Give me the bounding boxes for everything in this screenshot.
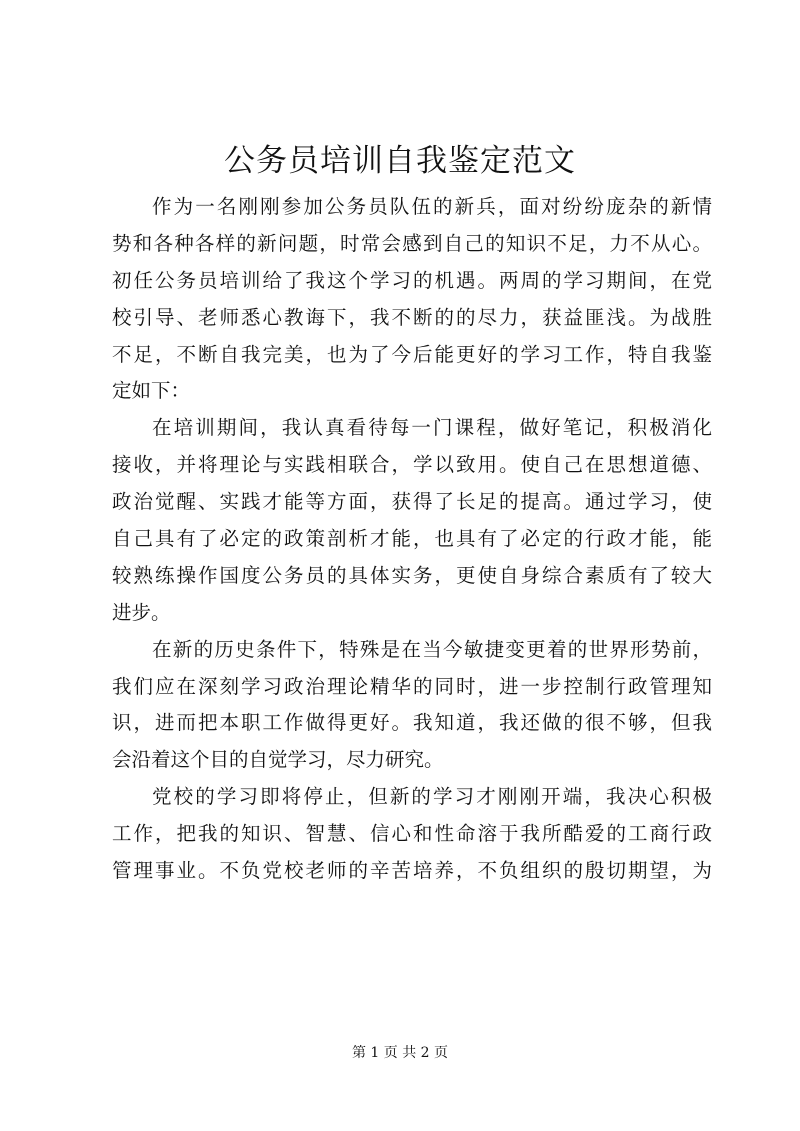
paragraph-line: 初任公务员培训给了我这个学习的机遇。两周的学习期间，在党 — [112, 268, 712, 292]
paragraph-line: 党校的学习即将停止，但新的学习才刚刚开端，我决心积极 — [152, 785, 712, 809]
page-footer: 第 1 页 共 2 页 — [351, 1045, 449, 1061]
paragraph-line: 作为一名刚刚参加公务员队伍的新兵，面对纷纷庞杂的新情 — [152, 195, 712, 218]
paragraph-line: 会沿着这个目的自觉学习，尽力研究。 — [112, 748, 444, 772]
paragraph-line: 在培训期间，我认真看待每一门课程，做好笔记，积极消化 — [152, 416, 712, 440]
paragraph-line: 定如下： — [112, 379, 191, 403]
paragraph-line: 我们应在深刻学习政治理论精华的同时，进一步控制行政管理知 — [112, 674, 712, 698]
paragraph-line: 管理事业。不负党校老师的辛苦培养，不负组织的殷切期望，为 — [112, 859, 712, 883]
paragraph-line: 政治觉醒、实践才能等方面，获得了长足的提高。通过学习，使 — [112, 490, 712, 514]
paragraph-line: 势和各种各样的新问题，时常会感到自己的知识不足，力不从心。 — [112, 231, 712, 255]
paragraph-line: 较熟练操作国度公务员的具体实务，更使自身综合素质有了较大 — [112, 563, 712, 587]
paragraph-line: 进步。 — [112, 600, 171, 624]
paragraph-line: 不足，不断自我完美，也为了今后能更好的学习工作，特自我鉴 — [112, 342, 712, 366]
document-body — [112, 189, 712, 890]
paragraph-line: 工作，把我的知识、智慧、信心和性命溶于我所酷爱的工商行政 — [112, 822, 712, 846]
paragraph-line: 校引导、老师悉心教诲下，我不断的的尽力，获益匪浅。为战胜 — [112, 305, 712, 329]
paragraph-line: 自己具有了必定的政策剖析才能，也具有了必定的行政才能，能 — [112, 527, 712, 551]
document-title: 公务员培训自我鉴定范文 — [224, 143, 576, 179]
paragraph-line: 识，进而把本职工作做得更好。我知道，我还做的很不够，但我 — [112, 711, 712, 735]
paragraph-line: 在新的历史条件下，特殊是在当今敏捷变更着的世界形势前， — [152, 637, 712, 661]
paragraph-line: 接收，并将理论与实践相联合，学以致用。使自己在思想道德、 — [112, 453, 712, 477]
